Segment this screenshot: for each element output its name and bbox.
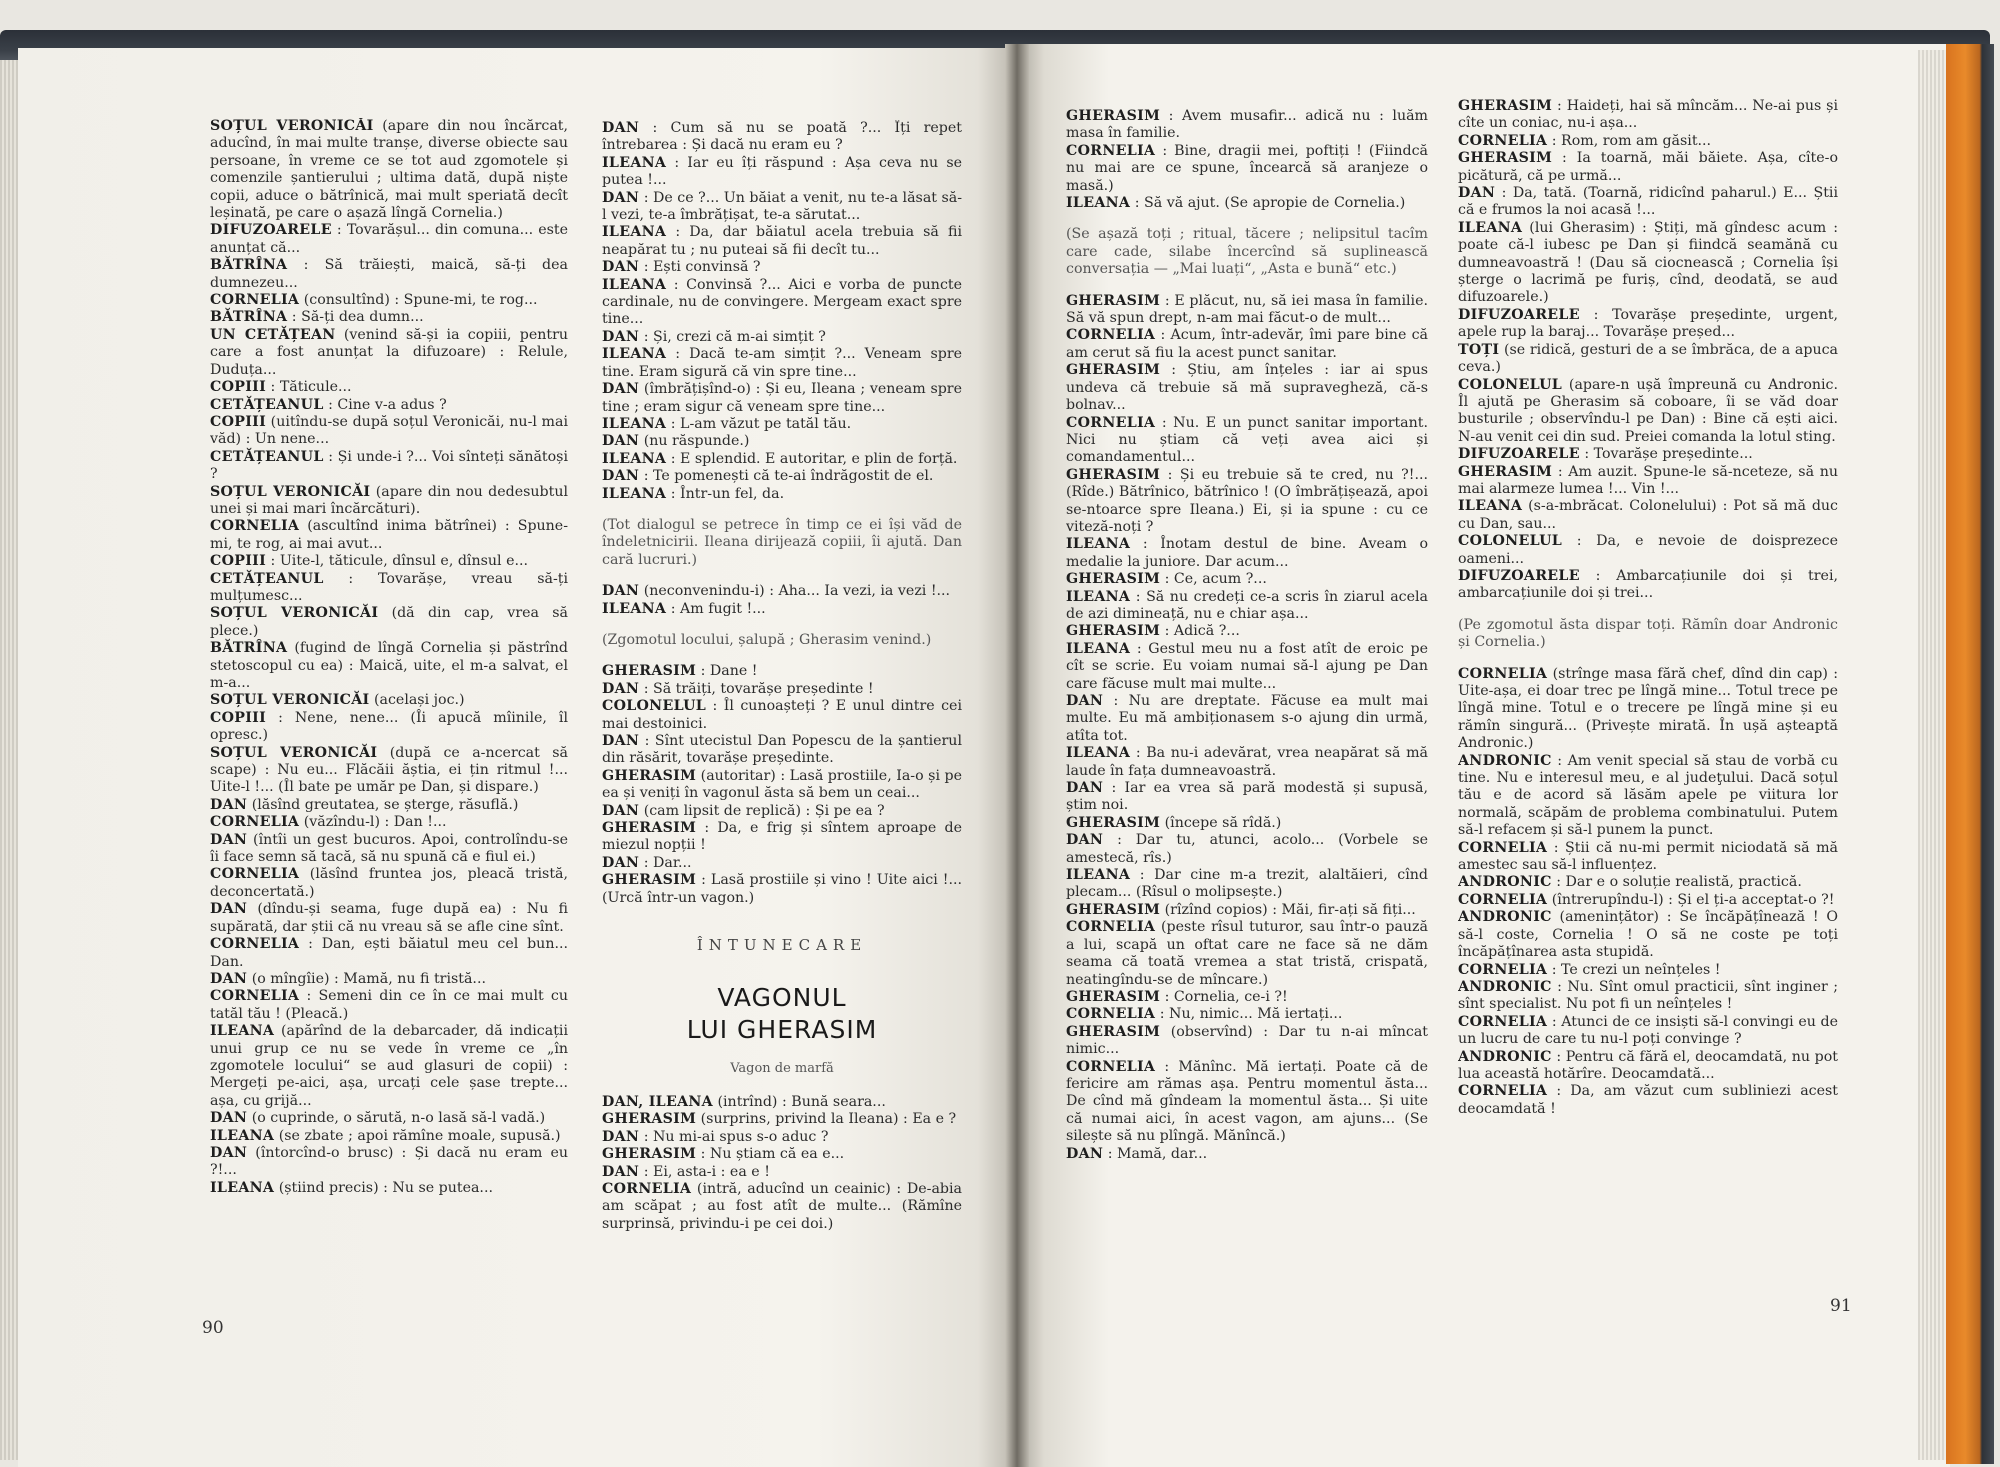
dialogue-line: ILEANA (apărînd de la debarcader, dă indicații unui grup ce nu se vede în vreme ce „în zgomotele locului“ se aud glasuri de copii) : Mergeți pe-aici, așa, urcați cele șase trepte... așa, cu grijă...	[210, 1023, 568, 1109]
dialogue-line: ILEANA (știind precis) : Nu se putea...	[210, 1179, 493, 1196]
dialogue-line: ILEANA : Gestul meu nu a fost atît de eroic pe cît se scrie. Eu voiam numai să-l ajung pe Dan care făcuse mult mai multe...	[1066, 640, 1428, 692]
dialogue-line: CORNELIA (văzîndu-l) : Dan !...	[210, 814, 447, 831]
speaker-name: DAN, ILEANA	[602, 1093, 713, 1110]
speaker-name: CORNELIA	[210, 936, 300, 953]
dialogue-line: CORNELIA : Rom, rom am găsit...	[1458, 132, 1712, 149]
dialogue-line: COPIII : Tăticule...	[210, 379, 352, 396]
dialogue-line: GHERASIM (începe să rîdă.)	[1066, 814, 1282, 831]
dialogue-line: DAN : Ești convinsă ?	[602, 259, 761, 276]
speaker-name: COLONELUL	[1458, 533, 1563, 550]
dialogue-line: GHERASIM (rîzînd copios) : Măi, fir-ați să fiți...	[1066, 901, 1416, 918]
dialogue-line: DIFUZOARELE : Tovarășe președinte...	[1458, 446, 1753, 463]
dialogue-line: ILEANA : Înotam destul de bine. Aveam o medalie la juniore. Dar acum...	[1066, 536, 1428, 570]
speaker-name: DAN	[1066, 693, 1104, 709]
speaker-name: BĂTRÎNA	[210, 309, 288, 326]
speaker-name: CORNELIA	[1066, 1006, 1156, 1023]
dialogue-line: DAN (o cuprinde, o sărută, n-o lasă să-l vadă.)	[210, 1110, 546, 1127]
speaker-name: ILEANA	[1458, 219, 1523, 236]
stage-direction: (Tot dialogul se petrece în timp ce ei își văd de îndeletnicirii. Ileana dirijează copiii, îi ajută. Dan cară lucruri.)	[602, 516, 962, 568]
speaker-name: CORNELIA	[1458, 132, 1548, 149]
speaker-name: ILEANA	[210, 1127, 275, 1144]
dialogue-line: GHERASIM : Am auzit. Spune-le să-nceteze, să nu mai alarmeze lumea !... Vin !...	[1458, 463, 1838, 497]
dialogue-line: ANDRONIC : Am venit special să stau de vorbă cu tine. Nu e interesul meu, e al judeţului. Dacă soțul tău e de acord să lăsăm apele pe viitura lor normală, scăpăm de problema combinatului. Putem să-l refacem și să-l punem la punct.	[1458, 752, 1838, 839]
dialogue-line: CORNELIA (consultînd) : Spune-mi, te rog...	[210, 292, 538, 309]
dialogue-line: CORNELIA (strînge masa fără chef, dînd din cap) : Uite-așa, ei doar trec pe lîngă mine... Totul trece pe lîngă mine. Totul e o trecere pe lîngă mine și eu rămîn singură... (Privește mirată. În ușă așteaptă Andronic.)	[1458, 665, 1838, 752]
dialogue-line: TOȚI (se ridică, gesturi de a se îmbrăca, de a apuca ceva.)	[1458, 341, 1838, 376]
page-stack-right	[1918, 50, 1948, 1460]
dialogue-line: CORNELIA : Nu, nimic... Mă iertați...	[1066, 1006, 1343, 1023]
speaker-name: CORNELIA	[1458, 839, 1548, 856]
dialogue-line: CETĂȚEANUL : Cine v-a adus ?	[210, 396, 447, 413]
speaker-name: DIFUZOARELE	[210, 222, 332, 239]
speaker-name: SOȚUL VERONICĂI	[210, 118, 374, 134]
dialogue-line: GHERASIM : Lasă prostiile și vino ! Uite aici !... (Urcă într-un vagon.)	[602, 872, 962, 906]
speaker-name: DAN	[602, 1163, 640, 1180]
dialogue-line: DAN (neconvenindu-i) : Aha... Ia vezi, ia vezi !...	[602, 583, 951, 600]
dialogue-line: COPIII (uitîndu-se după soțul Veronicăi, nu-l mai văd) : Un nene...	[210, 413, 568, 448]
speaker-name: ILEANA	[1458, 498, 1523, 515]
speaker-name: DIFUZOARELE	[1458, 306, 1580, 323]
dialogue-line: GHERASIM (autoritar) : Lasă prostiile, Ia-o și pe ea și veniți în vagonul ăsta să bem un ceai...	[602, 767, 962, 802]
dialogue-line: GHERASIM : Ce, acum ?...	[1066, 571, 1267, 588]
dialogue-line: ILEANA : Am fugit !...	[602, 600, 766, 617]
dialogue-line: GHERASIM (observînd) : Dar tu n-ai mîncat nimic...	[1066, 1023, 1428, 1058]
dialogue-line: COPIII : Uite-l, tăticule, dînsul e, dînsul e...	[210, 553, 528, 570]
speaker-name: ILEANA	[602, 346, 667, 363]
speaker-name: ILEANA	[602, 450, 667, 467]
dialogue-line: SOȚUL VERONICĂI (după ce a-ncercat să scape) : Nu eu... Flăcăii ăștia, ei țin ritmul !... Uite-l !... (Îl bate pe umăr pe Dan, și dispare.)	[210, 744, 568, 796]
speaker-name: BĂTRÎNA	[210, 257, 288, 274]
dialogue-line: CETĂȚEANUL : Tovarășe, vreau să-ți mulțumesc...	[210, 570, 568, 604]
dialogue-line: SOȚUL VERONICĂI (același joc.)	[210, 692, 465, 709]
speaker-name: ILEANA	[602, 600, 667, 617]
dialogue-line: DAN : Dar...	[602, 854, 692, 871]
speaker-name: CETĂȚEANUL	[210, 448, 324, 465]
speaker-name: DAN	[210, 901, 248, 918]
dialogue-line: BĂTRÎNA : Să trăiești, maică, să-ți dea dumnezeu...	[210, 257, 568, 291]
speaker-name: CORNELIA	[210, 988, 300, 1005]
speaker-name: ILEANA	[1066, 867, 1131, 884]
dialogue-line: CORNELIA : Nu. E un punct sanitar important. Nici nu știam că veți avea aici și comandamentul...	[1066, 414, 1428, 466]
speaker-name: DAN	[602, 120, 640, 136]
speaker-name: ANDRONIC	[1458, 874, 1552, 891]
dialogue-line: GHERASIM : Haideți, hai să mîncăm... Ne-ai pus și cîte un coniac, nu-i așa...	[1458, 98, 1838, 132]
play-title-line-1: VAGONUL	[717, 983, 847, 1013]
speaker-name: DAN	[602, 680, 640, 697]
dialogue-line: DAN (nu răspunde.)	[602, 433, 750, 450]
dialogue-line: ILEANA (lui Gherasim) : Știți, mă gîndesc acum : poate că-l iubesc pe Dan și fiindcă seamănă cu dumneavoastră ! (Dau să ciocnească ; Cornelia își șterge o lacrimă pe furiș, cînd, deodată, se aud difuzoarele.)	[1458, 219, 1838, 306]
dialogue-line: GHERASIM : Cornelia, ce-i ?!	[1066, 988, 1288, 1005]
dialogue-line: COLONELUL (apare-n ușă împreună cu Andronic. Îl ajută pe Gherasim să coboare, îi se văd doar busturile ; observîndu-l pe Dan) : Bine că ești aici. N-au venit cei din sud. Preiei comanda la lotul sting.	[1458, 376, 1838, 445]
dialogue-line: DAN : Da, tată. (Toarnă, ridicînd paharul.) E... Știi că e frumos la noi acasă !...	[1458, 185, 1838, 219]
dialogue-line: GHERASIM : Avem musafir... adică nu : luăm masa în familie.	[1066, 108, 1428, 142]
speaker-name: GHERASIM	[1066, 623, 1161, 640]
speaker-name: DAN	[602, 1128, 640, 1145]
speaker-name: CORNELIA	[1458, 1013, 1548, 1030]
speaker-name: DAN	[210, 1144, 248, 1161]
speaker-name: DAN	[210, 831, 248, 848]
dialogue-line: ILEANA : Să vă ajut. (Se apropie de Cornelia.)	[1066, 195, 1406, 212]
stage-direction: (Se așază toți ; ritual, tăcere ; nelipsitul tacîm care cade, silabe încercînd să suplinească conversația — „Mai luați“, „Asta e bună“ etc.)	[1066, 226, 1428, 278]
dialogue-line: CORNELIA : Atunci de ce insiști să-l convingi eu de un lucru de care tu nu-l poți convinge ?	[1458, 1013, 1838, 1048]
dialogue-line: COLONELUL : Îl cunoașteți ? E unul dintre cei mai destoinici.	[602, 698, 962, 732]
dialogue-line: DAN : Iar ea vrea să pară modestă și supusă, știm noi.	[1066, 780, 1428, 814]
speaker-name: ILEANA	[1066, 536, 1131, 553]
speaker-name: DAN	[1458, 185, 1496, 202]
speaker-name: DAN	[602, 433, 640, 450]
dialogue-line: DIFUZOARELE : Tovarășul... din comuna... este anunțat că...	[210, 222, 568, 256]
speaker-name: GHERASIM	[1066, 1023, 1161, 1040]
dialogue-line: ILEANA : Să nu credeți ce-a scris în ziarul acela de azi dimineață, nu e chiar așa...	[1066, 588, 1428, 622]
dialogue-line: SOȚUL VERONICĂI (dă din cap, vrea să plece.)	[210, 605, 568, 639]
speaker-name: CORNELIA	[1458, 665, 1548, 682]
dialogue-line: CORNELIA (întrerupîndu-l) : Și el ți-a acceptat-o ?!	[1458, 891, 1835, 908]
speaker-name: DAN	[602, 259, 640, 276]
speaker-name: ILEANA	[602, 276, 667, 293]
book-cover-right-edge	[1946, 44, 1994, 1464]
dialogue-line: GHERASIM : Adică ?...	[1066, 623, 1240, 640]
dialogue-line: DAN : Să trăiți, tovarășe președinte !	[602, 680, 874, 697]
speaker-name: CORNELIA	[1458, 961, 1548, 978]
speaker-name: ILEANA	[602, 485, 667, 502]
dialogue-line: ILEANA : Convinsă ?... Aici e vorba de puncte cardinale, nu de convingere. Mergeam exact spre tine...	[602, 276, 962, 328]
speaker-name: SOȚUL VERONICĂI	[210, 605, 379, 622]
dialogue-line: GHERASIM : E plăcut, nu, să iei masa în familie. Să vă spun drept, n-am mai făcut-o de mult...	[1066, 292, 1428, 327]
dialogue-line: ILEANA (se zbate ; apoi rămîne moale, supusă.)	[210, 1127, 561, 1144]
dialogue-line: CORNELIA (intră, aducînd un ceainic) : De-abia am scăpat ; au fost atît de multe... (Rămîne surprinsă, privindu-i pe cei doi.)	[602, 1180, 962, 1232]
speaker-name: GHERASIM	[1066, 362, 1161, 379]
dialogue-line: SOȚUL VERONICĂI (apare din nou încărcat, aducînd, în mai multe tranșe, diverse obiecte sau persoane, în vreme ce se tot aud zgomotele și comenzile șantierului ; ultima dată, după niște copii, aduce o bătrînică, mai mult speriată decît leșinată, pe care o așază lîngă Cornelia.)	[210, 118, 568, 222]
left-column-1	[210, 118, 568, 1288]
dialogue-line: CORNELIA (peste rîsul tuturor, sau într-o pauză a lui, scapă un oftat care ne face să ne dăm seama că toată vremea a stat tristă, crispată, neatingîndu-se de mîncare.)	[1066, 919, 1428, 988]
speaker-name: DAN	[602, 802, 640, 819]
dialogue-line: CORNELIA : Dan, ești băiatul meu cel bun... Dan.	[210, 936, 568, 970]
dialogue-line: GHERASIM : Știu, am înțeles : iar ai spus undeva că trebuie să mă supravegheză, că-s bolnav...	[1066, 362, 1428, 414]
speaker-name: CETĂȚEANUL	[210, 570, 324, 587]
speaker-name: CORNELIA	[210, 292, 300, 309]
left-column-2	[602, 120, 962, 1290]
dialogue-line: DAN (lăsînd greutatea, se șterge, răsuflă.)	[210, 796, 519, 813]
speaker-name: DIFUZOARELE	[1458, 567, 1580, 584]
speaker-name: DAN	[210, 970, 248, 987]
speaker-name: CORNELIA	[602, 1180, 692, 1197]
dialogue-line: ILEANA : L-am văzut pe tatăl tău.	[602, 415, 852, 432]
dialogue-line: DAN : Dar tu, atunci, acolo... (Vorbele se amestecă, rîs.)	[1066, 832, 1428, 866]
play-title-line-2: LUI GHERASIM	[686, 1015, 878, 1045]
speaker-name: ILEANA	[1066, 588, 1131, 605]
speaker-name: GHERASIM	[1458, 463, 1553, 480]
speaker-name: CETĂȚEANUL	[210, 396, 324, 413]
speaker-name: CORNELIA	[1066, 919, 1156, 936]
speaker-name: COLONELUL	[1458, 376, 1563, 393]
dialogue-line: CORNELIA : Semeni din ce în ce mai mult cu tatăl tău ! (Pleacă.)	[210, 988, 568, 1022]
speaker-name: DAN	[1066, 1145, 1104, 1162]
speaker-name: DAN	[210, 796, 248, 813]
act-title: ÎNTUNECARE	[696, 936, 868, 955]
stage-direction: (Zgomotul locului, șalupă ; Gherasim venind.)	[602, 631, 932, 648]
speaker-name: GHERASIM	[602, 820, 697, 837]
speaker-name: GHERASIM	[1066, 292, 1161, 309]
dialogue-line: GHERASIM : Dane !	[602, 663, 758, 680]
speaker-name: DAN	[1066, 780, 1104, 797]
speaker-name: DAN	[602, 189, 640, 206]
dialogue-line: DAN (întîi un gest bucuros. Apoi, controlîndu-se îi face semn să tacă, să nu spună că e fiul ei.)	[210, 831, 568, 866]
speaker-name: BĂTRÎNA	[210, 640, 288, 657]
speaker-name: ANDRONIC	[1458, 1048, 1552, 1065]
dialogue-line: BĂTRÎNA (fugind de lîngă Cornelia și păstrînd stetoscopul cu ea) : Maică, uite, el m-a salvat, el m-a...	[210, 640, 568, 691]
dialogue-line: ANDRONIC (amenințător) : Se încăpățînează ! O să-l coste, Cornelia ! O să ne coste pe toți încăpățînarea asta stupidă.	[1458, 909, 1838, 961]
dialogue-line: CORNELIA : Acum, într-adevăr, îmi pare bine că am cerut să fiu la acest punct sanitar.	[1066, 327, 1428, 361]
speaker-name: COPIII	[210, 553, 267, 570]
dialogue-line: DAN (întorcînd-o brusc) : Și dacă nu eram eu ?!...	[210, 1144, 568, 1179]
speaker-name: DAN	[1066, 832, 1104, 849]
dialogue-line: ILEANA : Dar cine m-a trezit, alaltăieri, cînd plecam... (Rîsul o molipsește.)	[1066, 867, 1428, 901]
dialogue-line: ILEANA : Iar eu îți răspund : Așa ceva nu se putea !...	[602, 154, 962, 189]
speaker-name: COPIII	[210, 709, 267, 726]
dialogue-line: DAN : Sînt utecistul Dan Popescu de la șantierul din răsărit, tovarășe președinte.	[602, 733, 962, 767]
dialogue-line: CORNELIA (ascultînd inima bătrînei) : Spune-mi, te rog, ai mai avut...	[210, 518, 568, 552]
speaker-name: CORNELIA	[210, 814, 300, 831]
speaker-name: ILEANA	[1066, 745, 1131, 762]
speaker-name: ILEANA	[1066, 195, 1131, 212]
speaker-name: DAN	[602, 854, 640, 871]
dialogue-line: ILEANA : Dacă te-am simțit ?... Veneam spre tine. Eram sigură că vin spre tine...	[602, 346, 962, 380]
speaker-name: SOȚUL VERONICĂI	[210, 744, 378, 761]
dialogue-line: ANDRONIC : Nu. Sînt omul practicii, sînt inginer ; sînt specialist. Nu pot fi un neînțeles !	[1458, 978, 1838, 1013]
speaker-name: COPIII	[210, 413, 267, 430]
speaker-name: GHERASIM	[1066, 988, 1161, 1005]
dialogue-line: COLONELUL : Da, e nevoie de doisprezece oameni...	[1458, 533, 1838, 567]
dialogue-line: GHERASIM : Ia toarnă, măi băiete. Așa, cîte-o picătură, că pe urmă...	[1458, 150, 1838, 184]
dialogue-line: DAN : Mamă, dar...	[1066, 1145, 1208, 1162]
speaker-name: CORNELIA	[1066, 1058, 1156, 1075]
dialogue-line: DAN : Te pomenești că te-ai îndrăgostit de el.	[602, 468, 934, 485]
speaker-name: SOȚUL VERONICĂI	[210, 483, 371, 500]
speaker-name: DAN	[602, 468, 640, 485]
speaker-name: GHERASIM	[1066, 571, 1161, 588]
speaker-name: DAN	[602, 328, 640, 345]
speaker-name: DAN	[210, 1110, 248, 1127]
speaker-name: ILEANA	[602, 224, 667, 241]
page-number-right: 91	[1830, 1296, 1852, 1316]
speaker-name: GHERASIM	[602, 872, 697, 889]
speaker-name: GHERASIM	[1066, 901, 1161, 918]
speaker-name: DIFUZOARELE	[1458, 446, 1580, 463]
dialogue-line: ILEANA : Da, dar băiatul acela trebuia să fii neapărat tu ; nu puteai să fii decît tu...	[602, 224, 962, 258]
dialogue-line: DAN (îmbrățișînd-o) : Și eu, Ileana ; veneam spre tine ; eram sigur că veneam spre tine...	[602, 381, 962, 415]
speaker-name: ILEANA	[210, 1023, 275, 1040]
speaker-name: GHERASIM	[1066, 814, 1161, 831]
dialogue-line: UN CETĂȚEAN (venind să-și ia copiii, pentru care a fost anunțat la difuzoare) : Relule, Duduța...	[210, 326, 568, 378]
speaker-name: SOȚUL VERONICĂI	[210, 692, 370, 709]
speaker-name: GHERASIM	[1066, 466, 1161, 483]
dialogue-line: GHERASIM : Nu știam că ea e...	[602, 1146, 845, 1163]
dialogue-line: BĂTRÎNA : Să-ți dea dumn...	[210, 309, 424, 326]
dialogue-line: DAN, ILEANA (intrînd) : Bună seara...	[602, 1093, 886, 1110]
speaker-name: GHERASIM	[602, 767, 697, 784]
speaker-name: CORNELIA	[1066, 414, 1156, 431]
page-number-left: 90	[202, 1318, 224, 1338]
dialogue-line: DAN : Nu are dreptate. Făcuse ea mult mai multe. Eu mă ambiționasem s-o ajung din urmă, atîta tot.	[1066, 693, 1428, 744]
speaker-name: CORNELIA	[210, 866, 300, 883]
dialogue-line: CORNELIA : Bine, dragii mei, poftiți ! (Fiindcă nu mai are ce spune, încearcă să aranjeze o masă.)	[1066, 142, 1428, 194]
dialogue-line: CORNELIA : Știi că nu-mi permit niciodată să mă amestec sau să-l influențez.	[1458, 839, 1838, 874]
dialogue-line: ILEANA (s-a-mbrăcat. Colonelului) : Pot să mă duc cu Dan, sau...	[1458, 498, 1838, 532]
dialogue-line: ANDRONIC : Dar e o soluție realistă, practică.	[1458, 874, 1802, 891]
dialogue-line: CORNELIA : Te crezi un neînțeles !	[1458, 961, 1721, 978]
speaker-name: CORNELIA	[1458, 1083, 1548, 1100]
speaker-name: GHERASIM	[602, 1111, 697, 1128]
speaker-name: CORNELIA	[210, 518, 300, 535]
dialogue-line: DIFUZOARELE : Tovarășe președinte, urgent, apele rup la baraj... Tovarășe președ...	[1458, 306, 1838, 341]
speaker-name: UN CETĂȚEAN	[210, 326, 336, 343]
speaker-name: ILEANA	[210, 1179, 275, 1196]
dialogue-line: DIFUZOARELE : Ambarcațiunile doi și trei, ambarcațiunile doi și trei...	[1458, 567, 1838, 602]
stage-direction: (Pe zgomotul ăsta dispar toți. Rămîn doar Andronic și Cornelia.)	[1458, 616, 1838, 651]
dialogue-line: DAN (cam lipsit de replică) : Și pe ea ?	[602, 802, 885, 819]
dialogue-line: CORNELIA : Da, am văzut cum subliniezi acest deocamdată !	[1458, 1083, 1838, 1117]
dialogue-line: DAN : De ce ?... Un băiat a venit, nu te-a lăsat să-l vezi, te-a îmbrățișat, te-a sărutat...	[602, 189, 962, 224]
speaker-name: GHERASIM	[602, 663, 697, 680]
dialogue-line: DAN (dîndu-și seama, fuge după ea) : Nu fi supărată, dar știi că nu vreau să se afle cine sînt.	[210, 901, 568, 935]
dialogue-line: COPIII : Nene, nene... (Îi apucă mîinile, îl opresc.)	[210, 709, 568, 744]
speaker-name: CORNELIA	[1066, 142, 1156, 159]
speaker-name: GHERASIM	[1458, 150, 1553, 167]
speaker-name: ILEANA	[1066, 640, 1131, 657]
speaker-name: COPIII	[210, 379, 267, 396]
dialogue-line: DAN : Cum să nu se poată ?... Îți repet întrebarea : Și dacă nu eram eu ?	[602, 120, 962, 154]
speaker-name: ANDRONIC	[1458, 752, 1552, 769]
dialogue-line: DAN : Și, crezi că m-ai simțit ?	[602, 328, 826, 345]
dialogue-line: ANDRONIC : Pentru că fără el, deocamdată, nu pot lua această hotărîre. Deocamdată...	[1458, 1048, 1838, 1082]
dialogue-line: CORNELIA : Mănînc. Mă iertați. Poate că de fericire am rămas așa. Pentru momentul ăsta... De cînd mă gîndeam la momentul ăsta... Și uite că numai aici, în acest vagon, am ajuns... (Se silește să nu plîngă. Mănîncă.)	[1066, 1058, 1428, 1145]
speaker-name: GHERASIM	[602, 1146, 697, 1163]
dialogue-line: GHERASIM (surprins, privind la Ileana) : Ea e ?	[602, 1111, 957, 1128]
speaker-name: TOȚI	[1458, 341, 1500, 358]
dialogue-line: ILEANA : Într-un fel, da.	[602, 485, 785, 502]
speaker-name: DAN	[602, 583, 640, 600]
right-column-1	[1066, 108, 1428, 1308]
play-subtitle: Vagon de marfă	[730, 1061, 834, 1077]
dialogue-line: CETĂȚEANUL : Și unde-i ?... Voi sînteți sănătoși ?	[210, 448, 568, 483]
speaker-name: ILEANA	[602, 154, 667, 171]
dialogue-line: ILEANA : Ba nu-i adevărat, vrea neapărat să mă laude în fața dumneavoastră.	[1066, 745, 1428, 779]
speaker-name: DAN	[602, 733, 640, 749]
dialogue-line: GHERASIM : Și eu trebuie să te cred, nu ?!... (Rîde.) Bătrînico, bătrînico ! (O îmbrățișează, apoi se-ntoarce spre Ileana.) Ei, și ia spune : cu ce viteză-noți ?	[1066, 466, 1428, 535]
speaker-name: ANDRONIC	[1458, 909, 1552, 926]
speaker-name: DAN	[602, 381, 640, 398]
dialogue-line: DAN (o mîngîie) : Mamă, nu fi tristă...	[210, 970, 486, 987]
dialogue-line: GHERASIM : Da, e frig și sîntem aproape de miezul nopții !	[602, 820, 962, 854]
speaker-name: CORNELIA	[1458, 891, 1548, 908]
dialogue-line: CORNELIA (lăsînd fruntea jos, pleacă tristă, deconcertată.)	[210, 866, 568, 900]
dialogue-line: ILEANA : E splendid. E autoritar, e plin de forță.	[602, 450, 958, 467]
book-gutter	[1005, 44, 1029, 1467]
dialogue-line: DAN : Ei, asta-i : ea e !	[602, 1163, 770, 1180]
dialogue-line: SOȚUL VERONICĂI (apare din nou dedesubtul unei și mai mari încărcături).	[210, 483, 568, 517]
dialogue-line: DAN : Nu mi-ai spus s-o aduc ?	[602, 1128, 829, 1145]
speaker-name: CORNELIA	[1066, 327, 1156, 344]
speaker-name: GHERASIM	[1066, 108, 1161, 124]
speaker-name: ANDRONIC	[1458, 978, 1552, 995]
speaker-name: COLONELUL	[602, 698, 707, 715]
speaker-name: GHERASIM	[1458, 98, 1553, 114]
speaker-name: ILEANA	[602, 415, 667, 432]
right-column-2	[1458, 98, 1838, 1288]
